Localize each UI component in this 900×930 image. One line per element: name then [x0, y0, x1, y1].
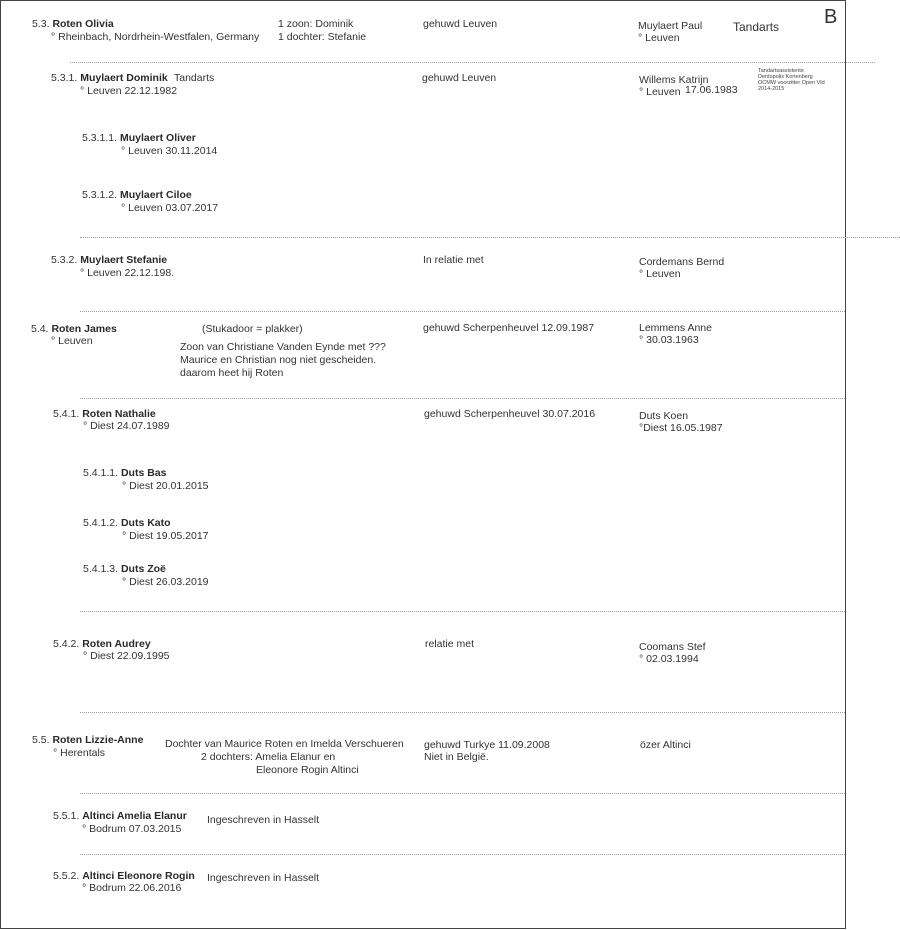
relation-info: In relatie met: [423, 254, 484, 266]
children-note: 1 dochter: Stefanie: [278, 31, 367, 43]
partner-birth: ° 30.03.1963: [639, 334, 699, 346]
partner-birth-date: 17.06.1983: [685, 84, 738, 96]
person-name: Muylaert Oliver: [119, 132, 196, 144]
relation-info: relatie met: [425, 638, 475, 650]
note-line: Ingeschreven in Hasselt: [207, 814, 320, 826]
birth-info: ° Diest 24.07.1989: [83, 420, 170, 432]
birth-info: ° Diest 22.09.1995: [83, 650, 170, 662]
partner-occupation: Tandarts: [733, 20, 780, 34]
person-name: Duts Bas: [120, 467, 167, 479]
note-line: 2 dochters: Amelia Elanur en: [201, 751, 336, 763]
page-letter: B: [824, 6, 838, 28]
note-line: Eleonore Rogin Altinci: [256, 764, 359, 776]
entry-heading: [83, 517, 171, 529]
birth-info: ° Bodrum 07.03.2015: [82, 823, 182, 835]
separator: [80, 237, 900, 238]
partner-birth: ° Leuven: [639, 268, 681, 280]
page-border-right: [845, 0, 846, 929]
separator: [80, 793, 845, 794]
note-line: Maurice en Christian nog niet gescheiden.: [180, 354, 377, 366]
relation-info: gehuwd Turkye 11.09.2008: [424, 739, 550, 751]
note-line: Zoon van Christiane Vanden Eynde met ???: [180, 341, 386, 353]
partner-name: Duts Koen: [639, 410, 689, 422]
partner-birth: ° Leuven: [638, 32, 680, 44]
partner-name: Willems Katrijn: [639, 74, 709, 86]
entry-number: 5.3.2.: [51, 254, 78, 266]
partner-name: Coomans Stef: [639, 641, 706, 653]
person-name: Duts Kato: [120, 517, 171, 529]
partner-note: Dentopolis Kortenberg: [758, 74, 813, 80]
entry-number: 5.5.: [32, 734, 50, 746]
birth-info: ° Diest 19.05.2017: [122, 530, 209, 542]
partner-note: 2014-2015: [758, 86, 785, 92]
partner-name: Cordemans Bernd: [639, 256, 725, 268]
entry-heading: [51, 72, 168, 84]
entry-heading: [82, 189, 192, 201]
separator: [80, 854, 845, 855]
person-name: Muylaert Ciloe: [119, 189, 192, 201]
person-name: Duts Zoë: [120, 563, 166, 575]
entry-number: 5.4.1.3.: [83, 563, 119, 575]
person-name: Roten Olivia: [52, 18, 114, 30]
relation-note: Niet in België.: [424, 751, 489, 763]
entry-number: 5.3.1.: [51, 72, 78, 84]
person-name: Roten Lizzie-Anne: [52, 734, 144, 746]
occupation: Tandarts: [174, 72, 215, 84]
entry-heading: [31, 323, 117, 335]
partner-birth: ° Leuven: [639, 86, 681, 98]
birth-info: ° Rheinbach, Nordrhein-Westfalen, Germany: [51, 31, 260, 43]
person-name: Muylaert Stefanie: [80, 254, 168, 266]
note-line: Dochter van Maurice Roten en Imelda Verschueren: [165, 738, 404, 750]
partner-note: Tandartsassistente: [758, 68, 804, 74]
entry-number: 5.4.1.: [53, 408, 80, 420]
entry-heading: [32, 18, 114, 30]
children-note: 1 zoon: Dominik: [278, 18, 354, 30]
partner-name: özer Altinci: [640, 739, 691, 751]
person-name: Roten Nathalie: [82, 408, 156, 420]
separator: [80, 311, 845, 312]
person-name: Roten Audrey: [82, 638, 151, 650]
page-border-top: [0, 0, 846, 1]
partner-name: Muylaert Paul: [638, 20, 703, 32]
entry-number: 5.3.: [32, 18, 50, 30]
birth-info: ° Bodrum 22.06.2016: [82, 882, 182, 894]
entry-number: 5.3.1.1.: [82, 132, 118, 144]
separator: [80, 712, 845, 713]
entry-number: 5.4.: [31, 323, 49, 335]
separator: [80, 398, 845, 399]
entry-heading: [82, 132, 196, 144]
partner-name: Lemmens Anne: [639, 322, 712, 334]
entry-number: 5.3.1.2.: [82, 189, 118, 201]
relation-info: gehuwd Leuven: [423, 18, 498, 30]
partner-note: OCMW voorzitter Open Vld: [758, 80, 825, 86]
partner-birth: °Diest 16.05.1987: [639, 422, 723, 434]
person-name: Altinci Amelia Elanur: [82, 810, 187, 822]
entry-number: 5.4.1.1.: [83, 467, 119, 479]
entry-heading: [53, 638, 151, 650]
birth-info: ° Leuven 22.12.1982: [80, 85, 178, 97]
entry-number: 5.5.1.: [53, 810, 80, 822]
partner-birth: ° 02.03.1994: [639, 653, 699, 665]
entry-number: 5.4.2.: [53, 638, 80, 650]
birth-info: ° Diest 20.01.2015: [122, 480, 209, 492]
entry-heading: [51, 254, 167, 266]
relation-info: gehuwd Leuven: [422, 72, 497, 84]
entry-heading: [53, 408, 156, 420]
birth-info: ° Leuven 22.12.198.: [80, 267, 175, 279]
occupation: (Stukadoor = plakker): [202, 323, 303, 335]
person-name: Altinci Eleonore Rogin: [82, 870, 195, 882]
birth-info: ° Leuven 03.07.2017: [121, 202, 219, 214]
entry-heading: [83, 563, 166, 575]
entry-number: 5.5.2.: [53, 870, 80, 882]
page-border-left: [0, 0, 1, 929]
note-line: Ingeschreven in Hasselt: [207, 872, 320, 884]
page-border-bottom: [0, 928, 846, 929]
entry-heading: [83, 467, 166, 479]
birth-info: ° Leuven: [51, 335, 93, 347]
person-name: Roten James: [51, 323, 117, 335]
separator: [70, 62, 875, 63]
note-line: daarom heet hij Roten: [180, 367, 284, 379]
birth-info: ° Leuven 30.11.2014: [121, 145, 218, 157]
entry-number: 5.4.1.2.: [83, 517, 119, 529]
person-name: Muylaert Dominik: [80, 72, 168, 84]
relation-info: gehuwd Scherpenheuvel 12.09.1987: [423, 322, 595, 334]
relation-info: gehuwd Scherpenheuvel 30.07.2016: [424, 408, 596, 420]
separator: [80, 611, 845, 612]
entry-heading: [53, 810, 187, 822]
birth-info: ° Diest 26.03.2019: [122, 576, 209, 588]
entry-heading: [32, 734, 143, 746]
birth-info: ° Herentals: [53, 747, 106, 759]
entry-heading: [53, 870, 195, 882]
